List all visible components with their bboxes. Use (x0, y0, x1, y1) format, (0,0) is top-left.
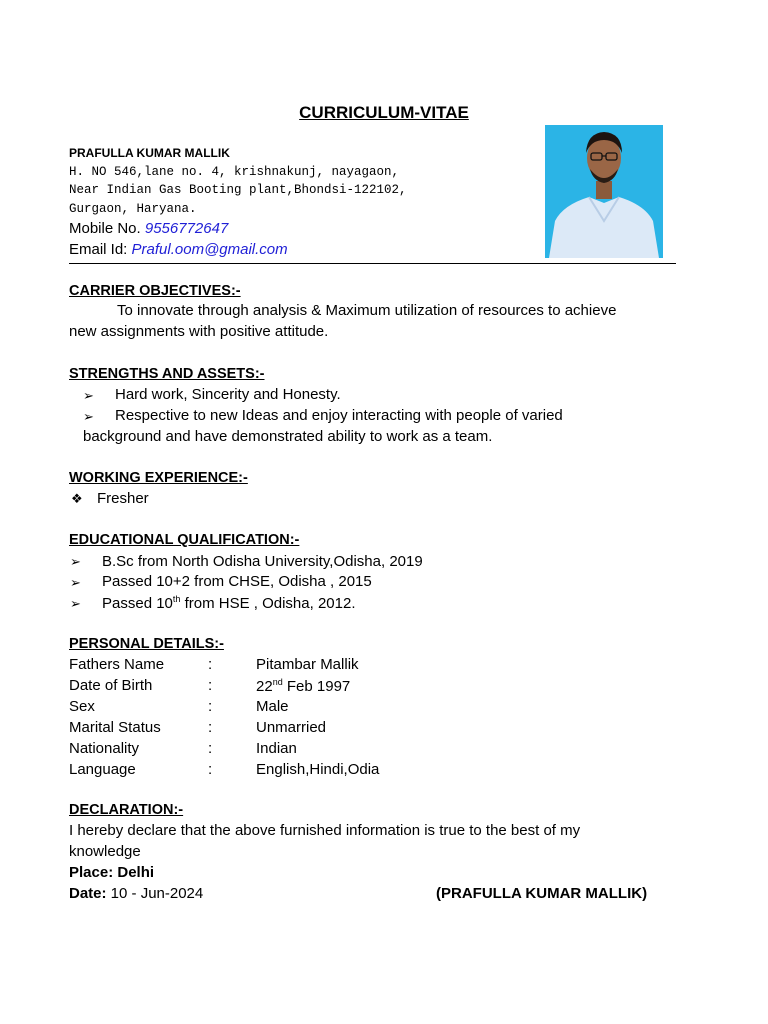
objectives-line-1: To innovate through analysis & Maximum utilization of resources to achieve (117, 302, 617, 319)
colon-separator: : (208, 761, 213, 778)
colon-separator: : (208, 740, 213, 757)
strength-item-1: Hard work, Sincerity and Honesty. (115, 386, 341, 403)
education-item-3: Passed 10th from HSE , Odisha, 2012. (102, 594, 356, 612)
language-value: English,Hindi,Odia (256, 761, 380, 778)
nationality-label: Nationality (69, 740, 140, 757)
colon-separator: : (208, 656, 213, 673)
declaration-line-2: knowledge (69, 843, 141, 860)
colon-separator: : (208, 719, 213, 736)
experience-item: Fresher (97, 490, 149, 507)
declaration-heading: DECLARATION:- (69, 802, 184, 818)
education-heading: EDUCATIONAL QUALIFICATION:- (69, 532, 300, 548)
experience-heading: WORKING EXPERIENCE:- (69, 470, 248, 486)
strength-item-2: Respective to new Ideas and enjoy interacting with people of varied (115, 407, 563, 424)
objectives-line-2: new assignments with positive attitude. (69, 323, 329, 340)
father-name-label: Fathers Name (69, 656, 165, 673)
sex-value: Male (256, 698, 289, 715)
address-line-3: Gurgaon, Haryana. (69, 202, 197, 216)
email-row (69, 241, 288, 258)
arrow-bullet-icon: ➢ (70, 575, 81, 590)
education-item-1: B.Sc from North Odisha University,Odisha, 2019 (102, 553, 423, 570)
strengths-heading: STRENGTHS AND ASSETS:- (69, 366, 265, 382)
colon-separator: : (208, 677, 213, 694)
nationality-value: Indian (256, 740, 297, 757)
candidate-name: PRAFULLA KUMAR MALLIK (69, 146, 230, 160)
arrow-bullet-icon: ➢ (70, 596, 81, 611)
mobile-row (69, 220, 228, 237)
personal-heading: PERSONAL DETAILS:- (69, 636, 224, 652)
date-line: Date: 10 - Jun-2024 (69, 885, 204, 902)
strength-item-2-continued: background and have demonstrated ability to work as a team. (83, 428, 493, 445)
email-label: Email Id: (69, 241, 128, 258)
education-item-2: Passed 10+2 from CHSE, Odisha , 2015 (102, 573, 372, 590)
page-title: CURRICULUM-VITAE (299, 103, 469, 122)
objectives-heading: CARRIER OBJECTIVES:- (69, 283, 241, 299)
colon-separator: : (208, 698, 213, 715)
declaration-line-1: I hereby declare that the above furnished information is true to the best of my (69, 822, 581, 839)
header-divider (69, 263, 676, 264)
father-name-value: Pitambar Mallik (256, 656, 359, 673)
language-label: Language (69, 761, 136, 778)
address-line-2: Near Indian Gas Booting plant,Bhondsi-122102, (69, 183, 407, 197)
dob-label: Date of Birth (69, 677, 153, 694)
signature-name: (PRAFULLA KUMAR MALLIK) (436, 885, 648, 902)
arrow-bullet-icon: ➢ (83, 388, 94, 403)
arrow-bullet-icon: ➢ (83, 409, 94, 424)
marital-status-label: Marital Status (69, 719, 161, 736)
address-line-1: H. NO 546,lane no. 4, krishnakunj, nayagaon, (69, 165, 400, 179)
place-line: Place: Delhi (69, 864, 155, 881)
sex-label: Sex (69, 698, 95, 715)
dob-value: 22nd Feb 1997 (256, 677, 351, 695)
profile-photo (545, 125, 663, 258)
mobile-label: Mobile No. (69, 220, 141, 237)
arrow-bullet-icon: ➢ (70, 554, 81, 569)
marital-status-value: Unmarried (256, 719, 327, 736)
diamond-bullet-icon: ❖ (71, 491, 83, 506)
email-link[interactable]: Praful.oom@gmail.com (131, 241, 288, 258)
mobile-value: 9556772647 (144, 220, 229, 237)
